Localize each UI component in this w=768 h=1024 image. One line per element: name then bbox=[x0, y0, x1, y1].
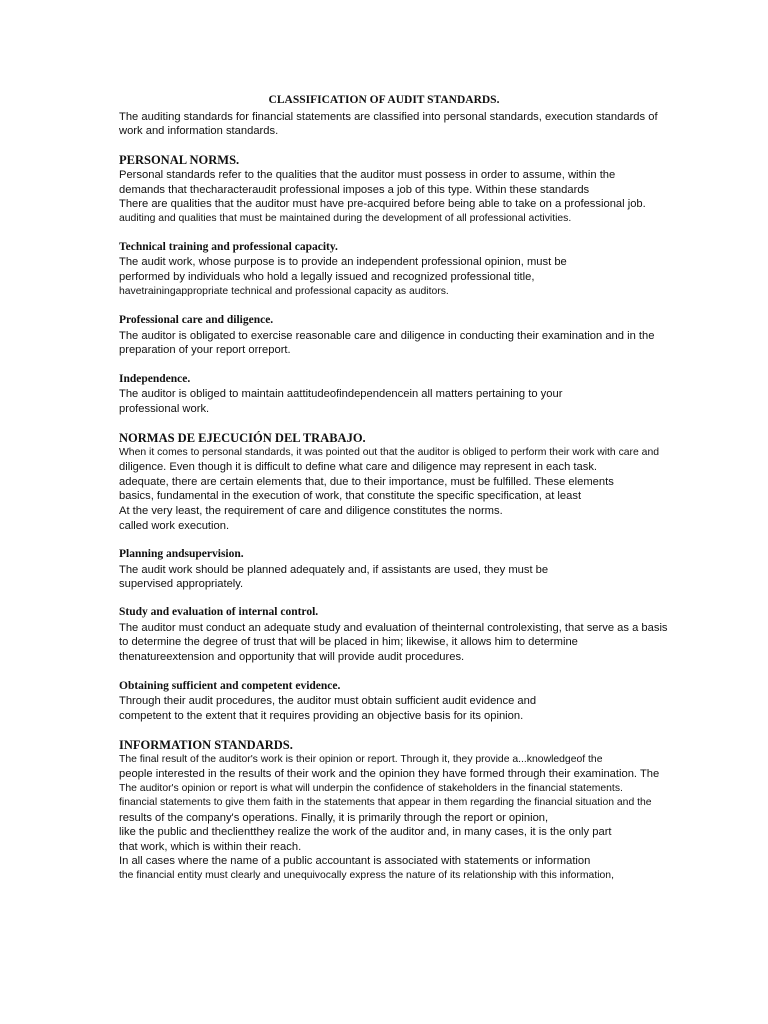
information-line: that work, which is within their reach. bbox=[119, 841, 302, 853]
internal-line: thenatureextension and opportunity that will provide audit procedures. bbox=[119, 651, 465, 663]
evidence-line: Through their audit procedures, the auditor must obtain sufficient audit evidence and bbox=[119, 695, 537, 707]
technical-line: havetrainingappropriate technical and professional capacity as auditors. bbox=[119, 286, 449, 297]
execution-line: basics, fundamental in the execution of work, that constitute the specific specification, at least bbox=[119, 490, 582, 502]
planning-line: The audit work should be planned adequately and, if assistants are used, they must be bbox=[119, 564, 549, 576]
independence-line: professional work. bbox=[119, 403, 210, 415]
execution-line: called work execution. bbox=[119, 520, 230, 532]
page-title: CLASSIFICATION OF AUDIT STANDARDS. bbox=[268, 94, 500, 106]
subheading-care: Professional care and diligence. bbox=[119, 314, 274, 326]
subheading-evidence: Obtaining sufficient and competent evidence. bbox=[119, 680, 341, 692]
execution-line: At the very least, the requirement of care and diligence constitutes the norms. bbox=[119, 505, 503, 517]
execution-line: adequate, there are certain elements that, due to their importance, must be fulfilled. These elements bbox=[119, 476, 614, 488]
section-heading-execution: NORMAS DE EJECUCIÓN DEL TRABAJO. bbox=[119, 431, 366, 445]
information-line: The auditor's opinion or report is what will underpin the confidence of stakeholders in the financial statements. bbox=[119, 783, 623, 794]
information-line: In all cases where the name of a public accountant is associated with statements or information bbox=[119, 855, 591, 867]
technical-line: performed by individuals who hold a legally issued and recognized professional title, bbox=[119, 271, 535, 283]
internal-line: to determine the degree of trust that will be placed in him; likewise, it allows him to determine bbox=[119, 636, 578, 648]
subheading-planning: Planning andsupervision. bbox=[119, 548, 244, 560]
subheading-technical: Technical training and professional capacity. bbox=[119, 241, 338, 253]
technical-line: The audit work, whose purpose is to provide an independent professional opinion, must be bbox=[119, 256, 567, 268]
independence-line: The auditor is obliged to maintain aattitudeofindependencein all matters pertaining to your bbox=[119, 388, 563, 400]
internal-line: The auditor must conduct an adequate study and evaluation of theinternal controlexisting, that serve as a basis bbox=[119, 622, 668, 634]
intro-line: The auditing standards for financial statements are classified into personal standards, execution standards of bbox=[119, 111, 658, 123]
information-line: people interested in the results of their work and the opinion they have formed through their examination. The bbox=[119, 768, 660, 780]
information-line: the financial entity must clearly and unequivocally express the nature of its relationship with this information, bbox=[119, 870, 614, 881]
execution-line: diligence. Even though it is difficult to define what care and diligence may represent in each task. bbox=[119, 461, 598, 473]
intro-line: work and information standards. bbox=[119, 125, 279, 137]
care-line: preparation of your report orreport. bbox=[119, 344, 291, 356]
information-line: financial statements to give them faith in the statements that appear in them regarding the financial situation and the bbox=[119, 797, 652, 808]
information-line: like the public and theclientthey realize the work of the auditor and, in many cases, it is the only part bbox=[119, 826, 612, 838]
section-heading-personal: PERSONAL NORMS. bbox=[119, 153, 240, 167]
evidence-line: competent to the extent that it requires providing an objective basis for its opinion. bbox=[119, 710, 524, 722]
subheading-independence: Independence. bbox=[119, 373, 191, 385]
execution-line: When it comes to personal standards, it was pointed out that the auditor is obliged to perform their work with care and bbox=[119, 447, 660, 458]
personal-line: Personal standards refer to the qualities that the auditor must possess in order to assume, within the bbox=[119, 169, 616, 181]
information-line: results of the company's operations. Finally, it is primarily through the report or opinion, bbox=[119, 812, 549, 824]
information-line: The final result of the auditor's work is their opinion or report. Through it, they provide a...knowledgeof the bbox=[119, 754, 603, 765]
subheading-internal-control: Study and evaluation of internal control. bbox=[119, 606, 319, 618]
personal-line: auditing and qualities that must be maintained during the development of all professional activities. bbox=[119, 213, 572, 224]
personal-line: demands that thecharacteraudit professional imposes a job of this type. Within these standards bbox=[119, 184, 590, 196]
planning-line: supervised appropriately. bbox=[119, 578, 244, 590]
section-heading-information: INFORMATION STANDARDS. bbox=[119, 738, 293, 752]
care-line: The auditor is obligated to exercise reasonable care and diligence in conducting their examination and in the bbox=[119, 330, 655, 342]
personal-line: There are qualities that the auditor must have pre-acquired before being able to take on a professional job. bbox=[119, 198, 646, 210]
